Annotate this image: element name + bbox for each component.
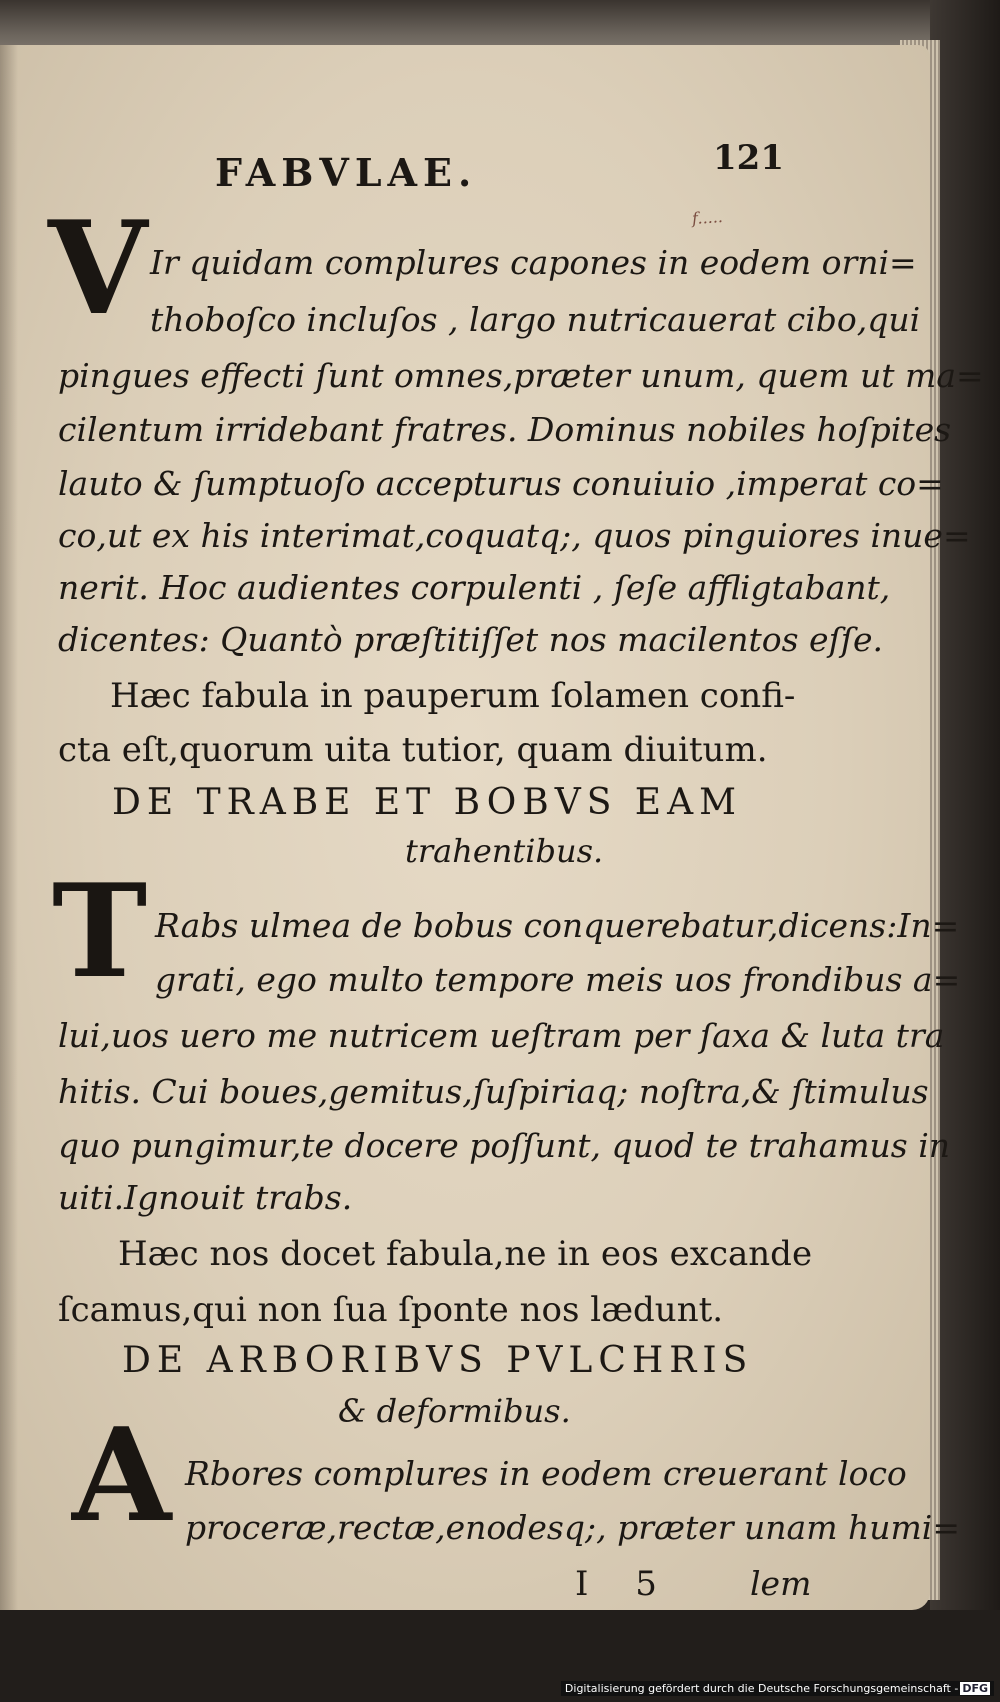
fable1-moral-line: cta eſt,quorum uita tutior, quam diuitum. — [58, 730, 768, 770]
fable2-line: quo pungimur,te docere poſſunt, quod te trahamus in — [58, 1126, 951, 1165]
fable1-line: co,ut ex his interimat,coquatq;, quos pinguiores inue= — [58, 516, 971, 555]
drop-cap-v: V — [48, 194, 148, 344]
fable2-first-line: Rabs ulmea de bobus conquerebatur,dicens:In= — [155, 906, 960, 945]
fable2-line: hitis. Cui boues,gemitus,ſuſpiriaq; noſtra,& ſtimulus — [58, 1072, 929, 1111]
fable1-line: dicentes: Quantò præſtitiſſet nos macilentos eſſe. — [58, 620, 884, 659]
fable3-first-line: Rbores complures in eodem creuerant loco — [185, 1454, 907, 1493]
fable2-line: uiti.Ignouit trabs. — [58, 1178, 353, 1217]
book-spine-right — [930, 0, 1000, 1702]
dfg-logo: DFG — [962, 1682, 988, 1695]
fable2-line: lui,uos uero me nutricem ueſtram per ſaxa & luta tra — [58, 1016, 945, 1055]
fable1-first-line: Ir quidam complures capones in eodem orni= — [150, 243, 917, 282]
fable2-moral-line: ſcamus,qui non ſua ſponte nos lædunt. — [58, 1290, 724, 1330]
signature-mark: I 5 — [575, 1564, 675, 1604]
fable3-title-sub: & deformibus. — [338, 1392, 571, 1430]
fable3-title: DE ARBORIBVS PVLCHRIS — [122, 1340, 754, 1381]
fable1-moral-line: Hæc fabula in pauperum ſolamen confi- — [110, 676, 796, 716]
fable2-title: DE TRABE ET BOBVS EAM — [112, 782, 742, 823]
credit-text: Digitalisierung gefördert durch die Deutsche Forschungsgemeinschaft - — [564, 1682, 959, 1695]
digitization-credit — [561, 1681, 994, 1696]
fable1-line: lauto & ſumptuoſo accepturus conuiuio ,imperat co= — [58, 464, 944, 503]
fable2-title-sub: trahentibus. — [405, 832, 604, 870]
catchword: lem — [750, 1564, 812, 1603]
marginal-note: f..... — [691, 206, 724, 229]
fable1-line: thoboſco incluſos , largo nutricauerat cibo,qui — [150, 300, 921, 339]
fable3-first-line: proceræ,rectæ,enodesq;, præter unam humi= — [185, 1508, 961, 1547]
running-header: FABVLAE. — [215, 150, 478, 195]
fable1-line: pingues effecti ſunt omnes,præter unum, quem ut ma= — [58, 356, 984, 395]
page-number: 121 — [713, 138, 784, 178]
drop-cap-t: T — [52, 857, 148, 1007]
page-gutter-shadow — [0, 45, 18, 1610]
fable1-line: nerit. Hoc audientes corpulenti , ſeſe affligtabant, — [58, 568, 891, 607]
fable1-line: cilentum irridebant fratres. Dominus nobiles hoſpites — [58, 410, 952, 449]
fable2-moral-line: Hæc nos docet fabula,ne in eos excande — [118, 1234, 813, 1274]
fable2-first-line: grati, ego multo tempore meis uos frondibus a= — [155, 960, 961, 999]
drop-cap-a: A — [72, 1401, 172, 1551]
